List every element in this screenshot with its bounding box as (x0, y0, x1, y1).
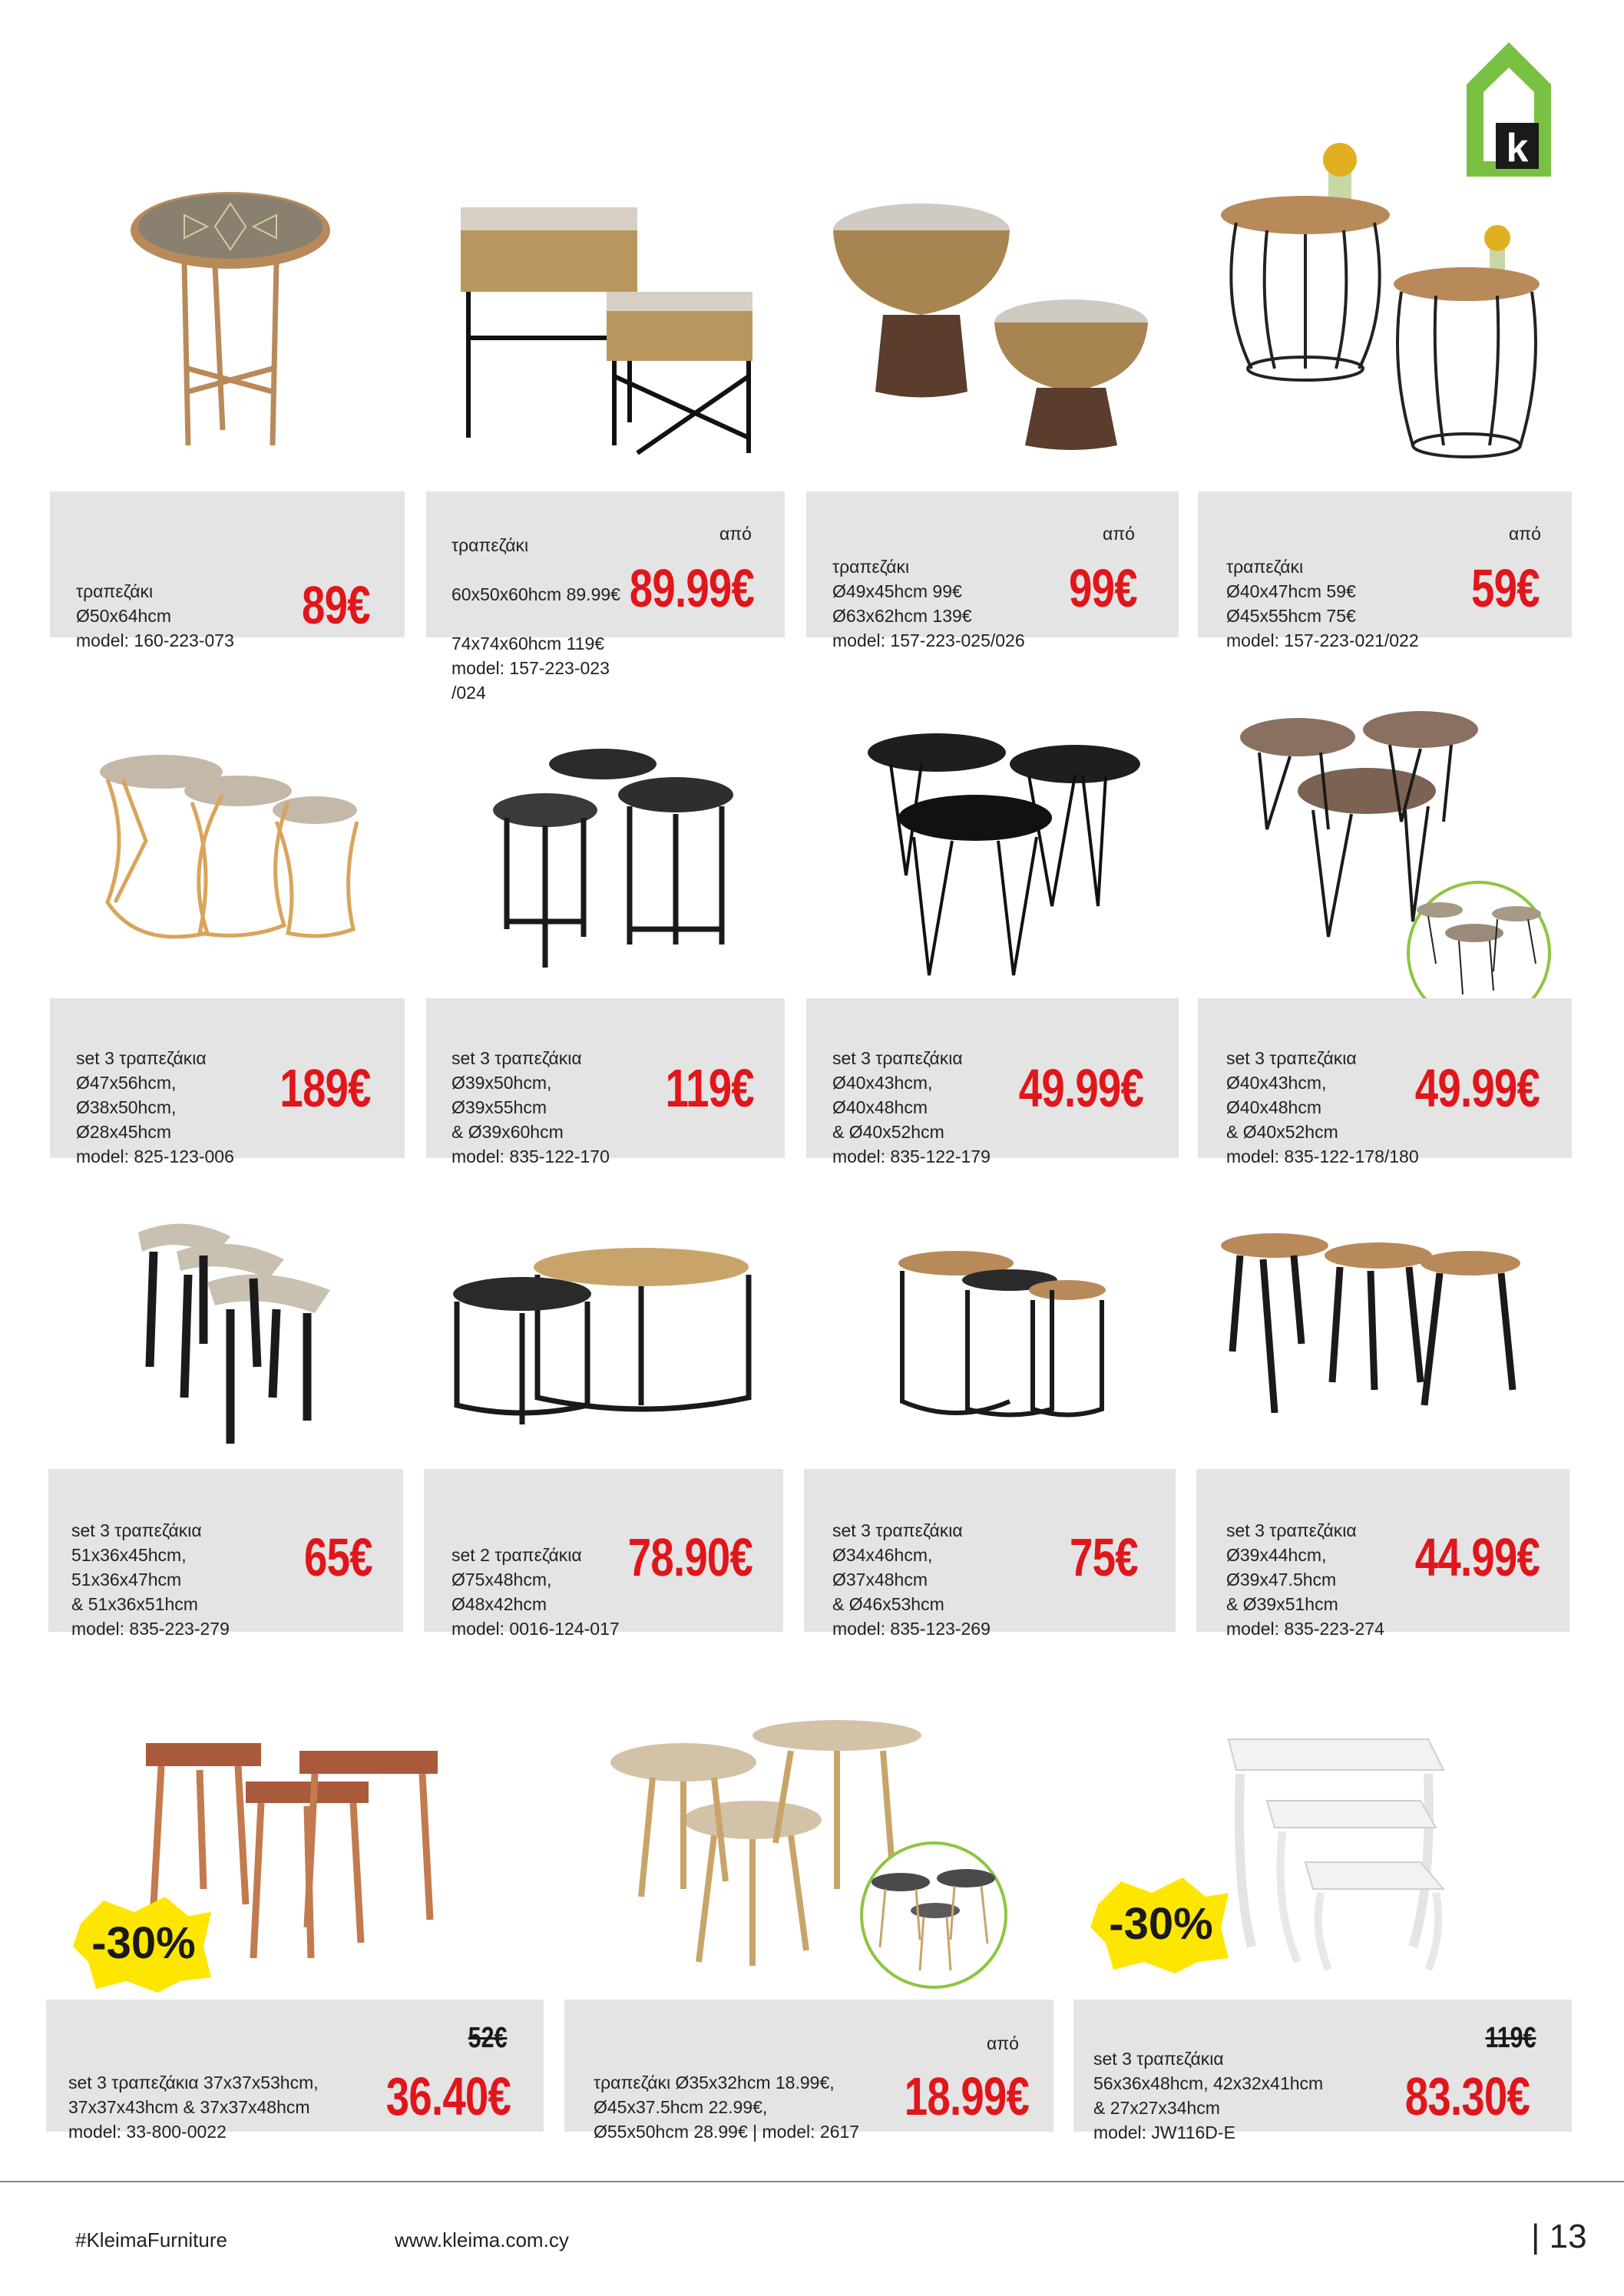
product-price: 99€ (1069, 558, 1137, 618)
product-price: 36.40€ (385, 2066, 511, 2126)
product-desc: τραπεζάκι 60x50x60hcm 89.99€ 74x74x60hcm 119€ model: 157-223-023 /024 (451, 535, 620, 703)
product-price: 78.90€ (627, 1527, 752, 1587)
product-desc: τραπεζάκι Ø50x64hcm model: 160-223-073 (76, 581, 234, 650)
product-desc: set 3 τραπεζάκια 51x36x45hcm, 51x36x47hcm & 51x36x51hcm model: 835-223-279 (71, 1520, 230, 1639)
product-image-7 (860, 729, 1144, 983)
product-image-4 (1213, 138, 1551, 476)
product-image-14-inset (858, 1840, 1009, 1990)
product-desc: τραπεζάκι Ø40x47hcm 59€ Ø45x55hcm 75€ model: 157-223-021/022 (1226, 557, 1419, 650)
product-image-5 (92, 749, 369, 964)
product-price: 49.99€ (1414, 1058, 1540, 1118)
product-price: 49.99€ (1018, 1058, 1143, 1118)
from-label: από (987, 2033, 1019, 2053)
product-image-15 (1221, 1732, 1451, 1977)
product-desc: set 3 τραπεζάκια Ø47x56hcm, Ø38x50hcm, Ø28x45hcm model: 825-123-006 (76, 1048, 234, 1166)
product-desc: set 3 τραπεζάκια 37x37x53hcm, 37x37x43hcm & 37x37x48hcm model: 33-800-0022 (68, 2073, 319, 2142)
old-price: 119€ (1485, 2022, 1536, 2054)
discount-badge-text: -30% (1109, 1899, 1213, 1949)
discount-badge-text: -30% (91, 1918, 196, 1968)
footer-divider (0, 2181, 1624, 2182)
product-price: 189€ (279, 1058, 371, 1118)
product-price: 119€ (665, 1058, 754, 1118)
svg-text:k: k (1506, 126, 1529, 170)
product-price: 59€ (1471, 558, 1540, 618)
discount-badge (1090, 1874, 1232, 1977)
from-label: από (1509, 524, 1541, 544)
page-number: | 13 (1531, 2218, 1587, 2255)
product-desc: set 2 τραπεζάκια Ø75x48hcm, Ø48x42hcm model: 0016-124-017 (451, 1545, 620, 1639)
old-price: 52€ (468, 2022, 507, 2054)
product-desc: set 3 τραπεζάκια Ø34x46hcm, Ø37x48hcm & Ø46x53hcm model: 835-123-269 (832, 1520, 991, 1639)
product-image-1 (123, 184, 338, 453)
product-desc: set 3 τραπεζάκια Ø39x50hcm, Ø39x55hcm & Ø39x60hcm model: 835-122-170 (451, 1048, 610, 1166)
product-price: 89€ (302, 575, 370, 635)
product-desc: set 3 τραπεζάκια 56x36x48hcm, 42x32x41hcm & 27x27x34hcm model: JW116D-E (1093, 2049, 1324, 2142)
product-price: 18.99€ (904, 2066, 1029, 2126)
product-image-9 (131, 1213, 338, 1451)
product-image-10 (449, 1244, 772, 1428)
product-image-3 (829, 200, 1167, 453)
product-desc: set 3 τραπεζάκια Ø40x43hcm, Ø40x48hcm & Ø40x52hcm model: 835-122-179 (832, 1048, 991, 1166)
product-image-6 (491, 745, 737, 975)
from-label: από (1103, 524, 1135, 544)
footer-hashtag: #KleimaFurniture (75, 2228, 227, 2251)
product-price: 65€ (304, 1527, 372, 1587)
product-image-2 (445, 192, 768, 476)
product-desc: set 3 τραπεζάκια Ø39x44hcm, Ø39x47.5hcm & Ø39x51hcm model: 835-223-274 (1226, 1520, 1384, 1639)
product-image-12 (1217, 1229, 1524, 1413)
product-price: 44.99€ (1414, 1527, 1540, 1587)
product-desc: τραπεζάκι Ø49x45hcm 99€ Ø63x62hcm 139€ model: 157-223-025/026 (832, 557, 1025, 650)
from-label: από (719, 524, 752, 544)
product-image-11 (895, 1248, 1110, 1432)
product-desc: set 3 τραπεζάκια Ø40x43hcm, Ø40x48hcm & Ø40x52hcm model: 835-122-178/180 (1226, 1048, 1419, 1166)
product-price: 75€ (1070, 1527, 1138, 1587)
product-price: 83.30€ (1404, 2066, 1530, 2126)
product-price: 89.99€ (629, 558, 754, 618)
product-desc: τραπεζάκι Ø35x32hcm 18.99€, Ø45x37.5hcm 22.99€, Ø55x50hcm 28.99€ | model: 2617 (594, 2073, 860, 2142)
discount-badge (73, 1893, 215, 1997)
footer-website[interactable]: www.kleima.com.cy (395, 2228, 569, 2251)
